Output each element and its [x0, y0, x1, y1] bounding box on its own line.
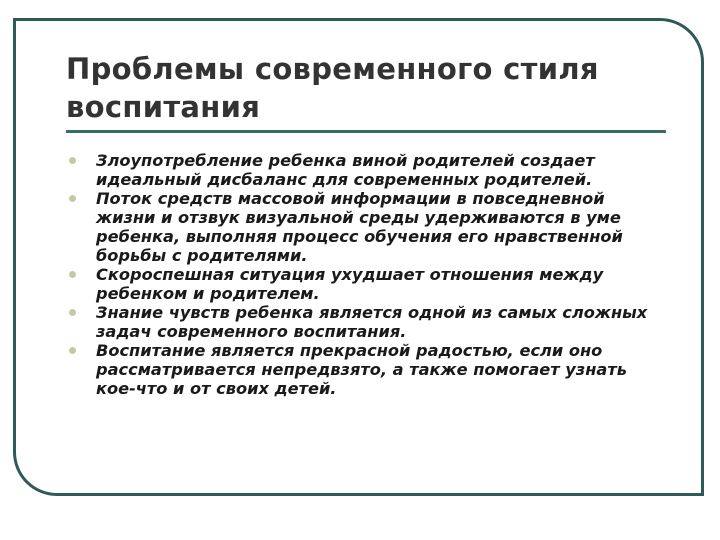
bullet-text: Воспитание является прекрасной радостью, если оно рассматривается непредвзято, а также помогает узнать кое-что и от своих детей.	[96, 341, 627, 398]
bullet-text: Скороспешная ситуация ухудшает отношения между ребенком и родителем.	[96, 265, 604, 303]
bullet-dot-icon	[69, 347, 76, 354]
bullet-list	[66, 151, 666, 398]
bullet-dot-icon	[69, 195, 76, 202]
bullet-dot-icon	[69, 309, 76, 316]
bullet-item	[66, 189, 666, 265]
bullet-item	[66, 265, 666, 303]
bullet-item	[66, 303, 666, 341]
bullet-item	[66, 341, 666, 398]
bullet-text: Злоупотребление ребенка виной родителей создает идеальный дисбаланс для современных родителей.	[96, 151, 595, 189]
bullet-text: Знание чувств ребенка является одной из самых сложных задач современного воспитания.	[96, 303, 648, 341]
bullet-item	[66, 151, 666, 189]
slide-title: Проблемы современного стиля воспитания	[66, 52, 599, 124]
bullet-dot-icon	[69, 271, 76, 278]
title-divider	[66, 130, 666, 133]
bullet-text: Поток средств массовой информации в повседневной жизни и отзвук визуальной среды удерживаются в уме ребенка, выполняя процесс обучения его нравственной борьбы с родителями.	[96, 189, 623, 265]
bullet-dot-icon	[69, 157, 76, 164]
